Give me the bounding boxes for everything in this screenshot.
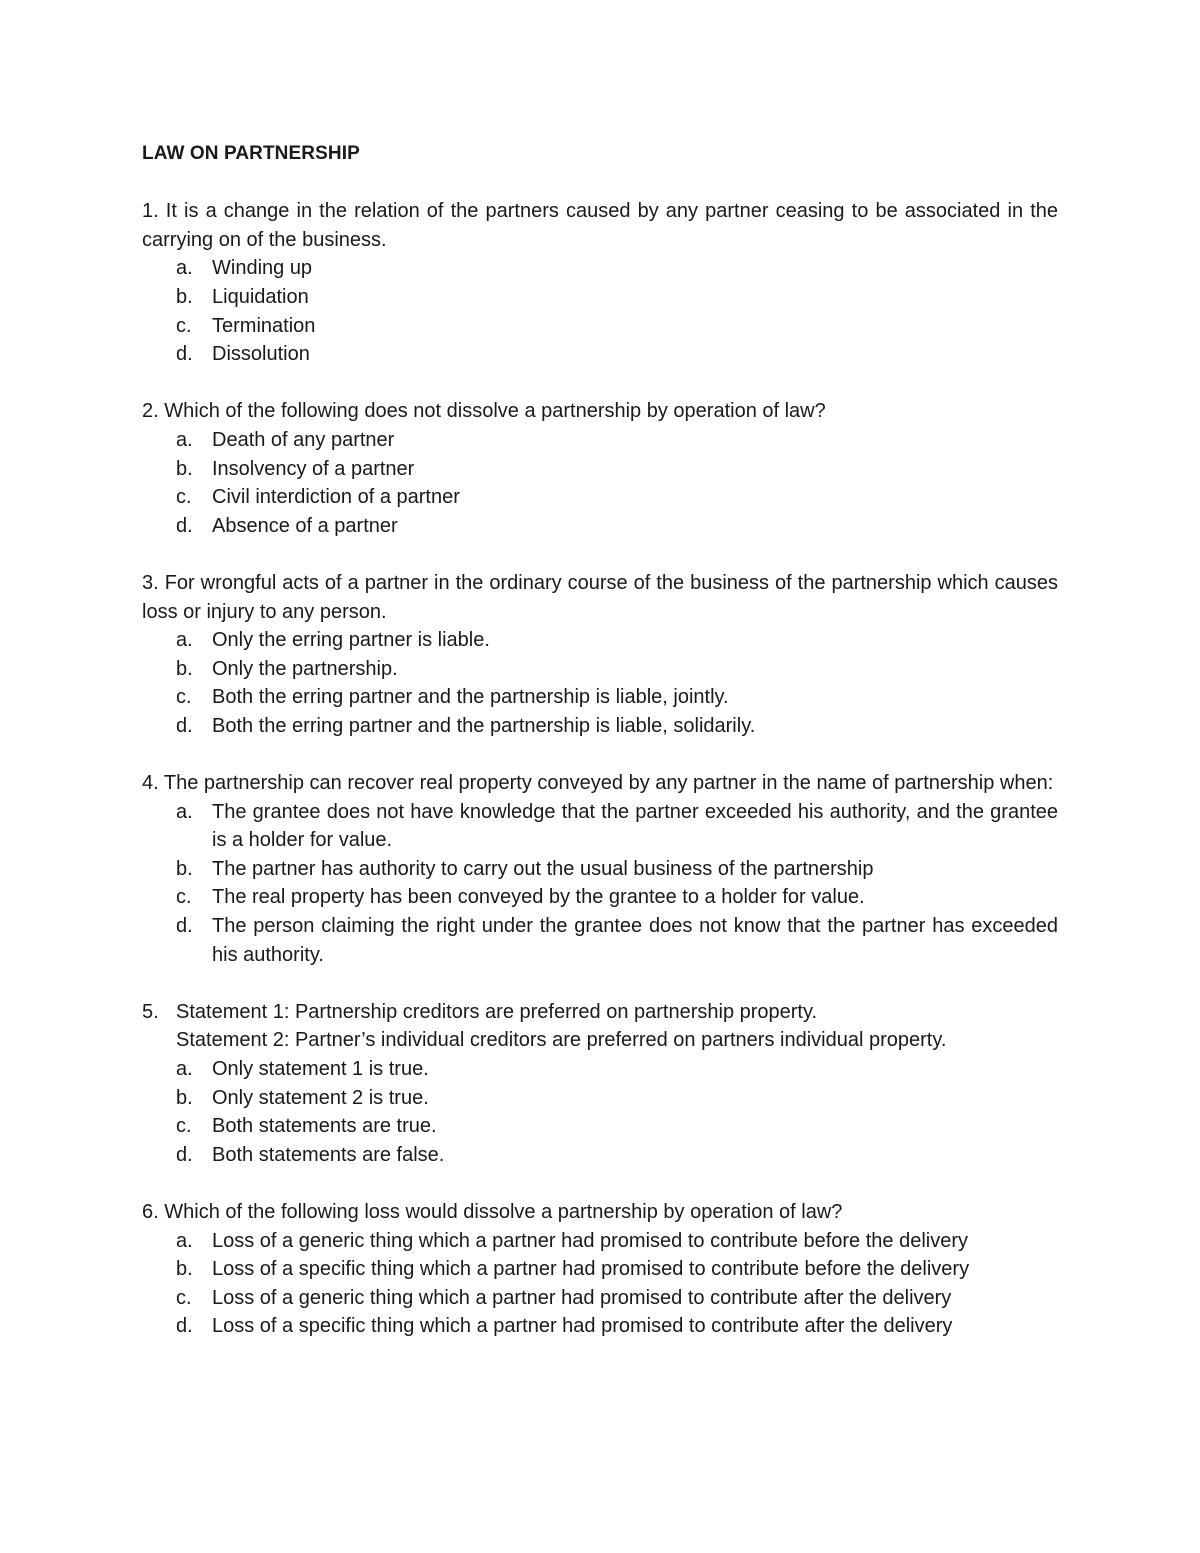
option-text: Winding up	[212, 257, 313, 280]
option-text: Insolvency of a partner	[212, 457, 415, 480]
option-letter: a.	[176, 629, 193, 652]
question-5	[142, 998, 1058, 1170]
question-4	[142, 769, 1058, 969]
option-text: Both statements are true.	[212, 1115, 437, 1138]
option-text: Absence of a partner	[212, 514, 398, 537]
option-letter: c.	[176, 1286, 192, 1309]
option-a	[142, 798, 1058, 855]
question-3	[142, 569, 1058, 741]
option-text: Loss of a generic thing which a partner had promised to contribute after the delivery	[212, 1286, 952, 1309]
option-text: Both the erring partner and the partnership is liable, solidarily.	[212, 714, 756, 737]
question-number: 3.	[142, 571, 159, 594]
option-letter: b.	[176, 457, 193, 480]
option-b	[142, 1084, 1058, 1113]
option-text: The partner has authority to carry out the usual business of the partnership	[212, 857, 874, 880]
option-letter: c.	[176, 886, 192, 909]
option-a	[142, 1227, 1058, 1256]
statement-1: Statement 1: Partnership creditors are preferred on partnership property.	[176, 1000, 818, 1023]
option-text: Only the partnership.	[212, 657, 398, 680]
question-number: 4.	[142, 772, 159, 795]
option-text: Only statement 2 is true.	[212, 1086, 429, 1109]
option-text: Death of any partner	[212, 428, 395, 451]
option-d	[142, 1141, 1058, 1170]
option-letter: c.	[176, 686, 192, 709]
question-1	[142, 197, 1058, 369]
option-d	[142, 912, 1058, 969]
option-text: Only the erring partner is liable.	[212, 629, 490, 652]
question-number: 6.	[142, 1200, 159, 1223]
option-letter: b.	[176, 285, 193, 308]
option-b	[142, 283, 1058, 312]
option-letter: d.	[176, 1143, 193, 1166]
option-letter: b.	[176, 657, 193, 680]
option-d	[142, 512, 1058, 541]
option-letter: c.	[176, 1115, 192, 1138]
option-b	[142, 855, 1058, 884]
question-text	[142, 769, 1058, 798]
option-letter: d.	[176, 714, 193, 737]
option-letter: b.	[176, 1258, 193, 1281]
option-a	[142, 254, 1058, 283]
option-text: Termination	[212, 314, 316, 337]
option-a	[142, 1055, 1058, 1084]
option-text: Both statements are false.	[212, 1143, 445, 1166]
option-letter: a.	[176, 428, 193, 451]
option-letter: c.	[176, 486, 192, 509]
option-text: Loss of a generic thing which a partner had promised to contribute before the delivery	[212, 1229, 968, 1252]
question-text	[142, 569, 1058, 626]
option-list	[142, 1227, 1058, 1341]
option-c	[142, 1284, 1058, 1313]
option-text: Dissolution	[212, 343, 310, 366]
option-c	[142, 483, 1058, 512]
question-stem: It is a change in the relation of the partners caused by any partner ceasing to be associated in the carrying on of the business.	[142, 200, 1058, 251]
question-2	[142, 397, 1058, 540]
option-c	[142, 312, 1058, 341]
option-letter: d.	[176, 343, 193, 366]
document-title: LAW ON PARTNERSHIP	[142, 143, 360, 164]
option-list	[142, 426, 1058, 540]
option-letter: d.	[176, 514, 193, 537]
question-text	[142, 197, 1058, 254]
statement-2: Statement 2: Partner’s individual creditors are preferred on partners individual property.	[176, 1029, 947, 1052]
option-list	[142, 626, 1058, 740]
option-list	[142, 254, 1058, 368]
question-text	[142, 1198, 1058, 1227]
option-letter: b.	[176, 1086, 193, 1109]
option-b	[142, 455, 1058, 484]
option-list	[142, 1055, 1058, 1169]
question-stem: Which of the following loss would dissolve a partnership by operation of law?	[164, 1200, 843, 1223]
option-c	[142, 1112, 1058, 1141]
option-c	[142, 683, 1058, 712]
question-text	[142, 397, 1058, 426]
option-c	[142, 883, 1058, 912]
option-text: Civil interdiction of a partner	[212, 486, 460, 509]
question-stem: For wrongful acts of a partner in the ordinary course of the business of the partnership which causes loss or injury to any person.	[142, 571, 1059, 623]
option-text: Liquidation	[212, 285, 309, 308]
option-text: Loss of a specific thing which a partner had promised to contribute before the delivery	[212, 1258, 970, 1281]
option-d	[142, 340, 1058, 369]
option-letter: b.	[176, 857, 193, 880]
option-text: Loss of a specific thing which a partner had promised to contribute after the delivery	[212, 1315, 953, 1338]
question-stem: Which of the following does not dissolve a partnership by operation of law?	[164, 400, 826, 423]
option-a	[142, 626, 1058, 655]
option-letter: a.	[176, 1058, 193, 1080]
option-b	[142, 1255, 1058, 1284]
option-letter: a.	[176, 800, 193, 823]
question-number: 1.	[142, 200, 159, 223]
option-a	[142, 426, 1058, 455]
option-text: Only statement 1 is true.	[212, 1058, 429, 1080]
option-letter: d.	[176, 915, 193, 938]
option-letter: d.	[176, 1315, 193, 1338]
document-page	[142, 140, 1058, 1370]
option-d	[142, 712, 1058, 741]
question-number: 5.	[142, 1000, 159, 1023]
option-letter: c.	[176, 314, 192, 337]
question-number: 2.	[142, 400, 159, 423]
option-b	[142, 655, 1058, 684]
option-list	[142, 798, 1058, 970]
option-text: Both the erring partner and the partnership is liable, jointly.	[212, 686, 729, 709]
option-text: The grantee does not have knowledge that the partner exceeded his authority, and the grantee is a holder for value.	[212, 800, 1058, 852]
option-text: The person claiming the right under the grantee does not know that the partner has exceeded his authority.	[212, 915, 1058, 966]
option-d	[142, 1312, 1058, 1341]
question-6	[142, 1198, 1058, 1341]
statement-block	[176, 998, 1058, 1055]
option-letter: a.	[176, 257, 193, 280]
option-letter: a.	[176, 1229, 193, 1252]
question-stem: The partnership can recover real property conveyed by any partner in the name of partnership when:	[163, 772, 1054, 795]
question-text	[142, 998, 1058, 1055]
option-text: The real property has been conveyed by the grantee to a holder for value.	[212, 886, 865, 909]
